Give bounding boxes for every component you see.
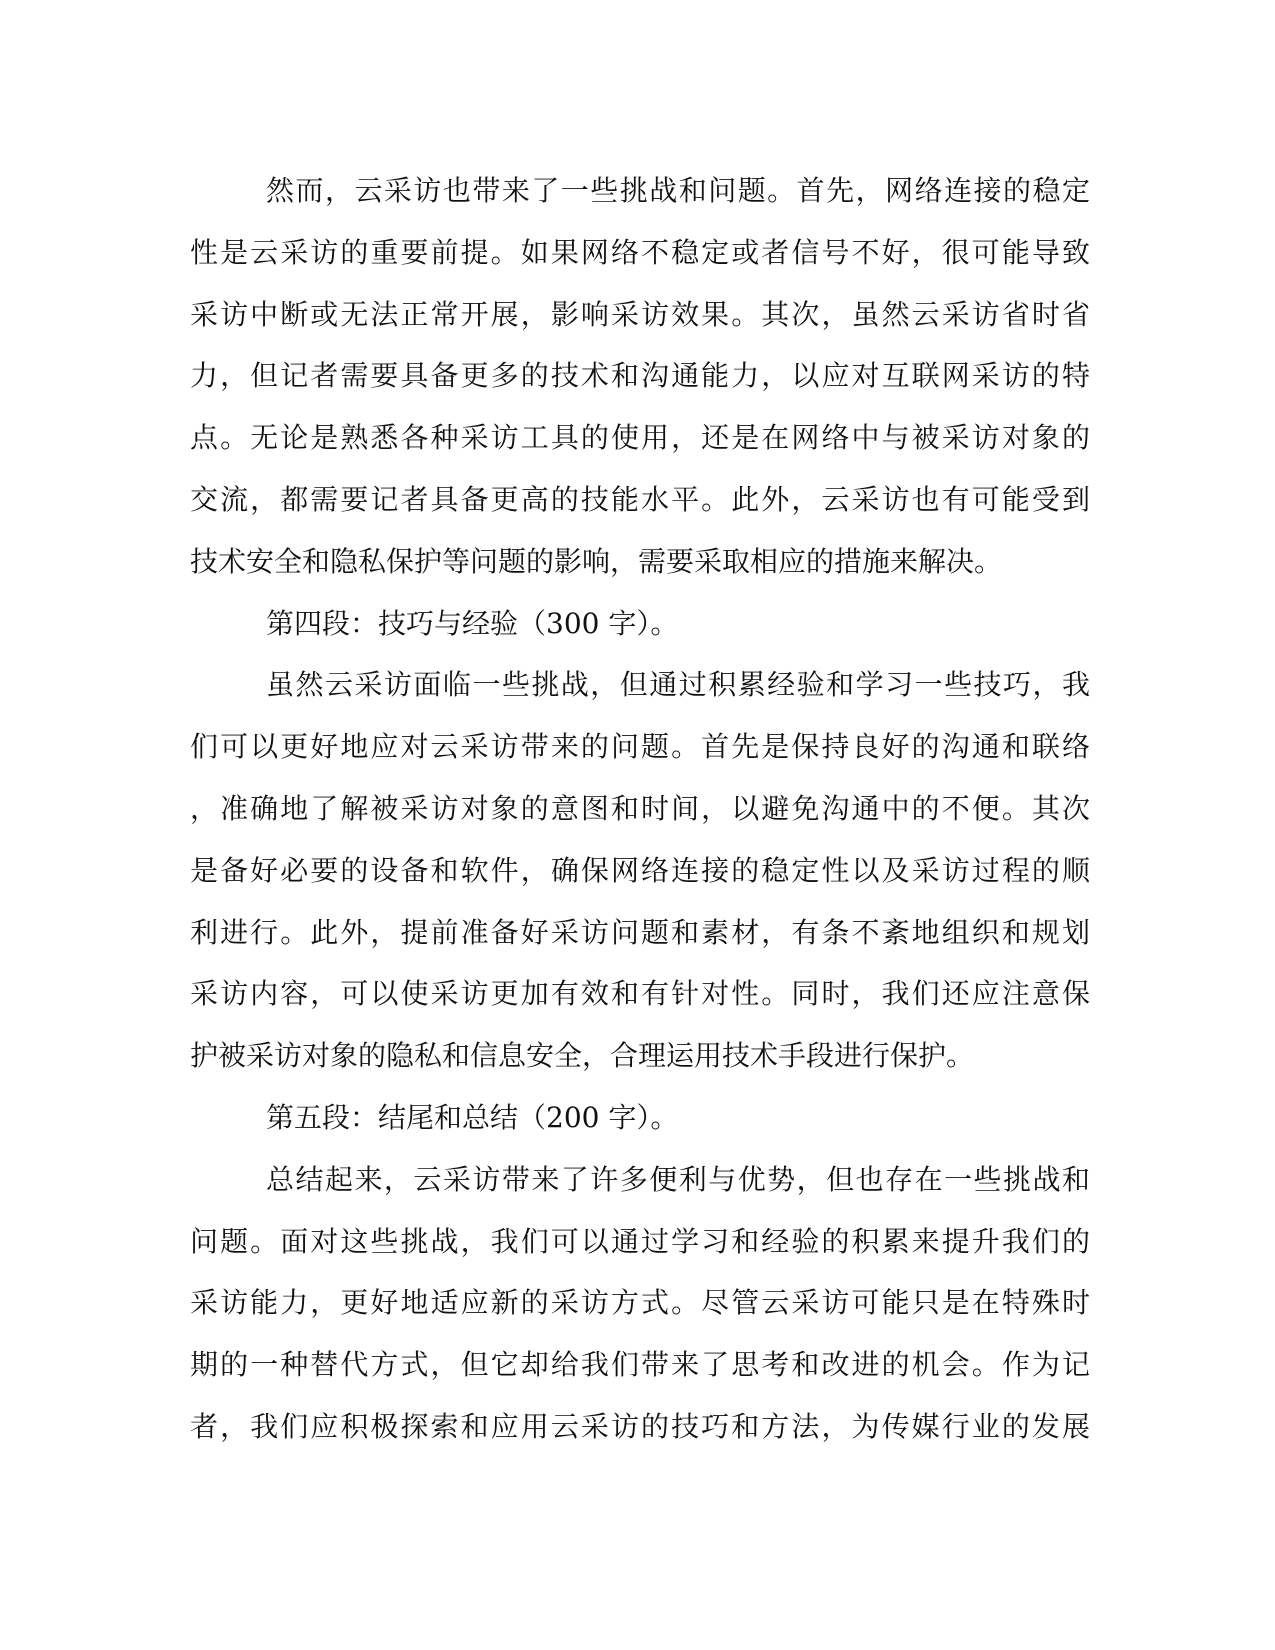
text-line: 总结起来，云采访带来了许多便利与优势，但也存在一些挑战和: [266, 1162, 1090, 1196]
text-line: 虽然云采访面临一些挑战，但通过积累经验和学习一些技巧，我: [266, 668, 1090, 702]
text-line: 利进行。此外，提前准备好采访问题和素材，有条不紊地组织和规划: [190, 915, 1090, 949]
section-heading-4: 第四段：技巧与经验（300 字）。: [266, 606, 679, 640]
text-line: 技术安全和隐私保护等问题的影响，需要采取相应的措施来解决。: [190, 544, 1003, 578]
text-line: 力，但记者需要具备更多的技术和沟通能力，以应对互联网采访的特: [190, 359, 1090, 393]
text-line: 交流，都需要记者具备更高的技能水平。此外，云采访也有可能受到: [190, 482, 1090, 516]
text-line: 是备好必要的设备和软件，确保网络连接的稳定性以及采访过程的顺: [190, 853, 1090, 887]
text-line: ，准确地了解被采访对象的意图和时间，以避免沟通中的不便。其次: [190, 791, 1090, 825]
document-body: [190, 160, 1090, 1458]
text-line: 护被采访对象的隐私和信息安全，合理运用技术手段进行保护。: [190, 1039, 975, 1073]
paragraph-challenges: [190, 160, 1090, 593]
paragraph-tips: [190, 654, 1090, 1087]
text-line: 点。无论是熟悉各种采访工具的使用，还是在网络中与被采访对象的: [190, 421, 1090, 455]
text-line: 采访内容，可以使采访更加有效和有针对性。同时，我们还应注意保: [190, 977, 1090, 1011]
text-line: 期的一种替代方式，但它却给我们带来了思考和改进的机会。作为记: [190, 1348, 1090, 1382]
text-line: 然而，云采访也带来了一些挑战和问题。首先，网络连接的稳定: [266, 174, 1090, 207]
text-line: 采访能力，更好地适应新的采访方式。尽管云采访可能只是在特殊时: [190, 1286, 1090, 1320]
text-line: 问题。面对这些挑战，我们可以通过学习和经验的积累来提升我们的: [190, 1224, 1090, 1258]
section-heading-5: 第五段：结尾和总结（200 字）。: [266, 1100, 679, 1134]
text-line: 采访中断或无法正常开展，影响采访效果。其次，虽然云采访省时省: [190, 297, 1090, 331]
text-line: 们可以更好地应对云采访带来的问题。首先是保持良好的沟通和联络: [190, 730, 1090, 764]
text-line: 性是云采访的重要前提。如果网络不稳定或者信号不好，很可能导致: [190, 235, 1090, 269]
text-line: 者，我们应积极探索和应用云采访的技巧和方法，为传媒行业的发展: [190, 1409, 1090, 1443]
paragraph-summary: [190, 1149, 1090, 1458]
